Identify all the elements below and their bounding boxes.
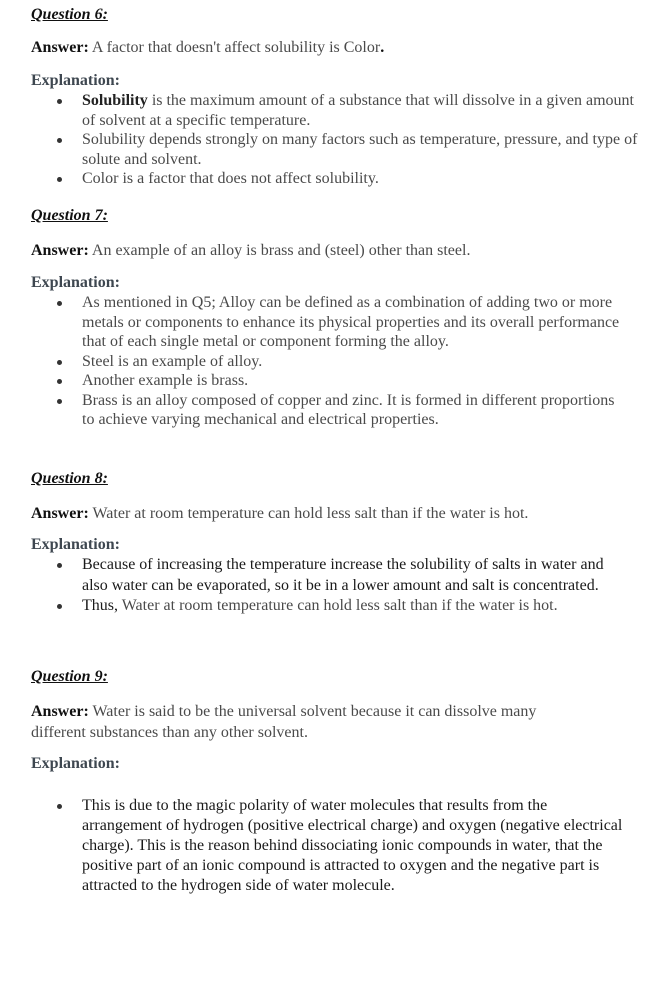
list-item: This is due to the magic polarity of water molecules that results from the arrangement of hydrogen (positive electrical charge) and oxygen (negative electrical charge). This is the reason behind dissociating ionic compounds in water, that the positive part of an ionic compound is attracted to oxygen and the negative part is attracted to the hydrogen side of water molecule. — [82, 797, 623, 894]
question-9-title: Question 9: — [31, 668, 108, 685]
list-item: Because of increasing the temperature increase the solubility of salts in water and also water can be evaporated, so it be in a lower amount and salt is concentrated. — [82, 555, 623, 596]
list-item: Solubility depends strongly on many factors such as temperature, pressure, and type of solute and solvent. — [82, 130, 643, 169]
question-8-title: Question 8: — [31, 470, 108, 487]
question-6-answer: Answer: A factor that doesn't affect solubility is Color. — [31, 39, 385, 56]
question-6-explanation-heading: Explanation: — [31, 72, 120, 89]
question-6-title: Question 6: — [31, 6, 108, 23]
list-item: As mentioned in Q5; Alloy can be defined as a combination of adding two or more metals or components to enhance its physical properties and its overall performance that of each single metal or component forming the alloy. — [82, 293, 625, 352]
list-item: Steel is an example of alloy. — [82, 352, 625, 372]
question-9-explanation-heading: Explanation: — [31, 755, 120, 772]
question-8-explanation-list — [31, 555, 623, 617]
list-item: Color is a factor that does not affect solubility. — [82, 169, 643, 189]
question-9-answer: Answer: Water is said to be the universal solvent because it can dissolve many different substances than any other solvent. — [31, 703, 537, 741]
question-7-explanation-heading: Explanation: — [31, 274, 120, 291]
question-7-explanation-list — [31, 293, 625, 430]
question-7-answer: Answer: An example of an alloy is brass and (steel) other than steel. — [31, 242, 471, 259]
question-7-title: Question 7: — [31, 207, 108, 224]
list-item: Solubility is the maximum amount of a substance that will dissolve in a given amount of solvent at a specific temperature. — [82, 91, 643, 130]
question-8-answer: Answer: Water at room temperature can hold less salt than if the water is hot. — [31, 505, 529, 522]
list-item: Thus, Water at room temperature can hold less salt than if the water is hot. — [82, 596, 623, 617]
list-item: Brass is an alloy composed of copper and zinc. It is formed in different proportions to achieve varying mechanical and electrical properties. — [82, 391, 625, 430]
list-item: Another example is brass. — [82, 371, 625, 391]
question-6-explanation-list — [31, 91, 643, 189]
question-8-explanation-heading: Explanation: — [31, 536, 120, 553]
question-9-explanation-list — [31, 796, 623, 896]
